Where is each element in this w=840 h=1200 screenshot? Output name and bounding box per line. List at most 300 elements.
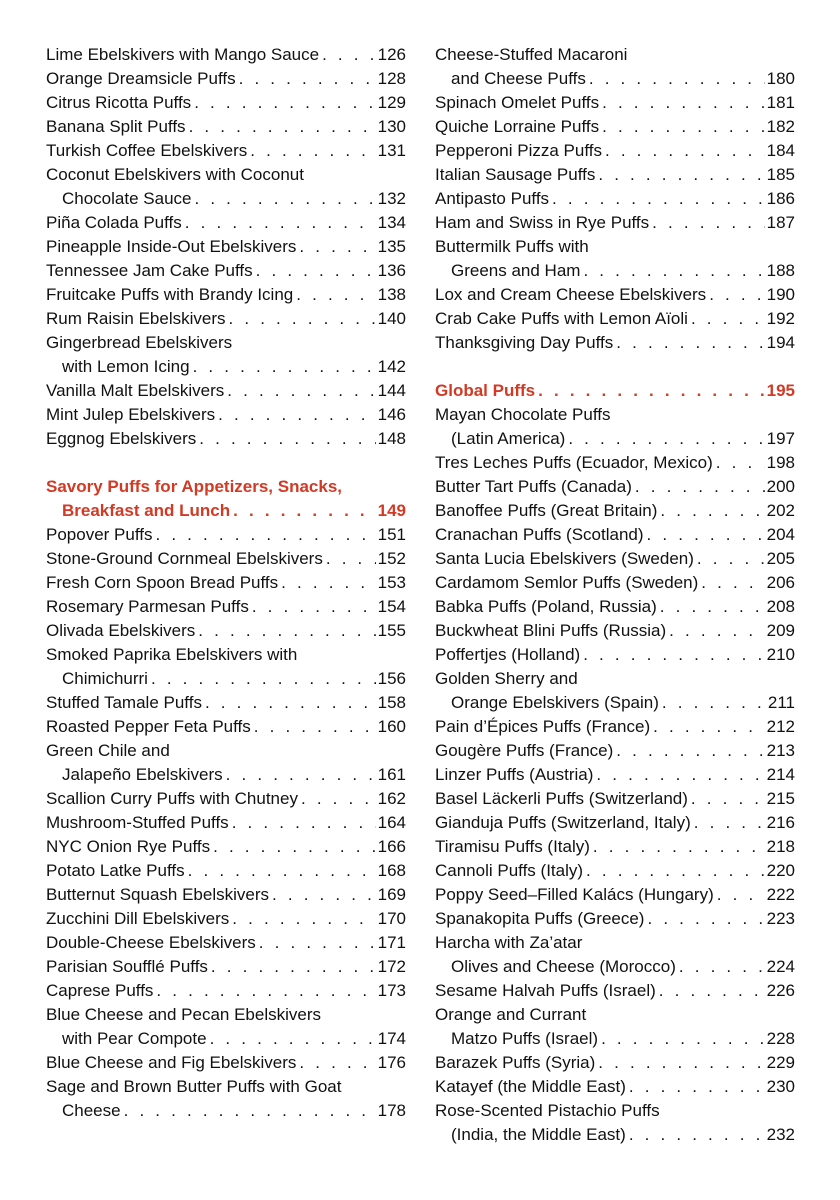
page-number: 216 xyxy=(766,813,795,832)
toc-entry xyxy=(435,91,795,115)
toc-entry-first-line xyxy=(46,331,406,355)
toc-entry xyxy=(46,619,406,643)
toc-entry-continuation xyxy=(46,667,406,691)
entry-title: Lox and Cream Cheese Ebelskivers xyxy=(435,285,707,304)
dot-leader xyxy=(236,67,376,91)
page-number: 176 xyxy=(377,1053,406,1072)
entry-title: Popover Puffs xyxy=(46,525,153,544)
page-number: 218 xyxy=(766,837,795,856)
dot-leader xyxy=(580,643,764,667)
page-number: 187 xyxy=(766,213,795,232)
page-number: 158 xyxy=(377,693,406,712)
toc-entry xyxy=(46,883,406,907)
toc-entry-first-line xyxy=(435,1003,795,1027)
dot-leader xyxy=(215,403,376,427)
toc-entry-continuation xyxy=(46,763,406,787)
page-number: 169 xyxy=(377,885,406,904)
page-number: 164 xyxy=(377,813,406,832)
page-number: 220 xyxy=(766,861,795,880)
entry-title: Santa Lucia Ebelskivers (Sweden) xyxy=(435,549,694,568)
toc-entry xyxy=(46,547,406,571)
page-number: 178 xyxy=(377,1101,406,1120)
dot-leader xyxy=(182,211,376,235)
page-number: 181 xyxy=(766,93,795,112)
page-number: 188 xyxy=(766,261,795,280)
toc-entry xyxy=(46,379,406,403)
dot-leader xyxy=(191,91,375,115)
page-number: 198 xyxy=(766,453,795,472)
dot-leader xyxy=(185,859,376,883)
dot-leader xyxy=(599,91,765,115)
entry-title: Tennessee Jam Cake Puffs xyxy=(46,261,253,280)
page-number: 184 xyxy=(766,141,795,160)
dot-leader xyxy=(659,691,766,715)
toc-entry xyxy=(435,211,795,235)
page-number: 209 xyxy=(766,621,795,640)
entry-title: Olives and Cheese (Morocco) xyxy=(451,957,676,976)
page-number: 230 xyxy=(766,1077,795,1096)
entry-title: Vanilla Malt Ebelskivers xyxy=(46,381,225,400)
toc-entry xyxy=(435,499,795,523)
toc-entry xyxy=(46,139,406,163)
entry-title: Citrus Ricotta Puffs xyxy=(46,93,192,112)
toc-entry-continuation xyxy=(435,691,795,715)
page-number: 140 xyxy=(377,309,406,328)
entry-title: Harcha with Za’atar xyxy=(435,933,583,952)
dot-leader xyxy=(223,763,376,787)
toc-entry xyxy=(435,979,795,1003)
entry-title: Zucchini Dill Ebelskivers xyxy=(46,909,230,928)
entry-title: and Cheese Puffs xyxy=(451,69,586,88)
entry-title: Barazek Puffs (Syria) xyxy=(435,1053,596,1072)
entry-title: Gianduja Puffs (Switzerland, Italy) xyxy=(435,813,691,832)
page-number: 170 xyxy=(377,909,406,928)
entry-title: Blue Cheese and Pecan Ebelskivers xyxy=(46,1005,321,1024)
page-number: 226 xyxy=(766,981,795,1000)
entry-title: Cranachan Puffs (Scotland) xyxy=(435,525,644,544)
toc-entry-continuation xyxy=(46,355,406,379)
entry-title: Pepperoni Pizza Puffs xyxy=(435,141,602,160)
toc-entry xyxy=(46,715,406,739)
page-number: 155 xyxy=(377,621,406,640)
page-number: 206 xyxy=(766,573,795,592)
toc-entry xyxy=(435,715,795,739)
entry-title: Savory Puffs for Appetizers, Snacks, xyxy=(46,477,343,496)
toc-entry-continuation xyxy=(435,1123,795,1147)
page-number: 153 xyxy=(377,573,406,592)
entry-title: NYC Onion Rye Puffs xyxy=(46,837,211,856)
entry-title: Stuffed Tamale Puffs xyxy=(46,693,202,712)
entry-title: Jalapeño Ebelskivers xyxy=(62,765,223,784)
entry-title: Butternut Squash Ebelskivers xyxy=(46,885,270,904)
toc-entry-first-line xyxy=(46,739,406,763)
page-number: 146 xyxy=(377,405,406,424)
page-number: 204 xyxy=(766,525,795,544)
dot-leader xyxy=(649,211,764,235)
entry-title: Double-Cheese Ebelskivers xyxy=(46,933,256,952)
toc-entry xyxy=(435,115,795,139)
toc-entry xyxy=(46,595,406,619)
toc-entry xyxy=(46,211,406,235)
page-number: 130 xyxy=(377,117,406,136)
dot-leader xyxy=(207,1027,376,1051)
entry-title: Mushroom-Stuffed Puffs xyxy=(46,813,229,832)
page-number: 171 xyxy=(377,933,406,952)
page-number: 128 xyxy=(377,69,406,88)
page-number: 166 xyxy=(377,837,406,856)
page-number: 214 xyxy=(766,765,795,784)
entry-title: Scallion Curry Puffs with Chutney xyxy=(46,789,298,808)
entry-title: Mint Julep Ebelskivers xyxy=(46,405,216,424)
entry-title: Potato Latke Puffs xyxy=(46,861,185,880)
dot-leader xyxy=(595,1051,764,1075)
dot-leader xyxy=(694,547,765,571)
entry-title: Basel Läckerli Puffs (Switzerland) xyxy=(435,789,688,808)
entry-title: Tres Leches Puffs (Ecuador, Mexico) xyxy=(435,453,713,472)
entry-title: Cardamom Semlor Puffs (Sweden) xyxy=(435,573,699,592)
page-number: 208 xyxy=(766,597,795,616)
dot-leader xyxy=(269,883,376,907)
entry-title: Green Chile and xyxy=(46,741,170,760)
entry-title: Chimichurri xyxy=(62,669,148,688)
page-number: 180 xyxy=(766,69,795,88)
toc-entry xyxy=(46,235,406,259)
toc-entry xyxy=(435,523,795,547)
page-number: 222 xyxy=(766,885,795,904)
dot-leader xyxy=(224,379,375,403)
dot-leader xyxy=(599,115,765,139)
dot-leader xyxy=(644,523,765,547)
entry-title: Piña Colada Puffs xyxy=(46,213,182,232)
entry-title: Gougère Puffs (France) xyxy=(435,741,614,760)
dot-leader xyxy=(595,163,764,187)
dot-leader xyxy=(688,307,765,331)
entry-title: Orange and Currant xyxy=(435,1005,587,1024)
entry-title: Mayan Chocolate Puffs xyxy=(435,405,611,424)
dot-leader xyxy=(208,955,376,979)
toc-entry-first-line xyxy=(46,643,406,667)
page-number: 161 xyxy=(377,765,406,784)
dot-leader xyxy=(657,595,765,619)
toc-left-column xyxy=(46,43,406,1123)
dot-leader xyxy=(698,571,764,595)
page-number: 174 xyxy=(377,1029,406,1048)
dot-leader xyxy=(278,571,375,595)
entry-title: Spanakopita Puffs (Greece) xyxy=(435,909,645,928)
toc-entry-first-line xyxy=(46,1003,406,1027)
toc-entry xyxy=(435,283,795,307)
dot-leader xyxy=(632,475,765,499)
toc-entry-continuation xyxy=(435,955,795,979)
entry-title: Katayef (the Middle East) xyxy=(435,1077,626,1096)
dot-leader xyxy=(323,547,376,571)
entry-title: Banana Split Puffs xyxy=(46,117,186,136)
dot-leader xyxy=(296,235,375,259)
entry-title: Tiramisu Puffs (Italy) xyxy=(435,837,590,856)
entry-title: Buckwheat Blini Puffs (Russia) xyxy=(435,621,667,640)
dot-leader xyxy=(196,427,375,451)
dot-leader xyxy=(549,187,765,211)
page-number: 197 xyxy=(766,429,795,448)
toc-entry-first-line xyxy=(435,1099,795,1123)
toc-entry-first-line xyxy=(46,163,406,187)
entry-title: Quiche Lorraine Puffs xyxy=(435,117,600,136)
toc-entry xyxy=(435,163,795,187)
entry-title: (India, the Middle East) xyxy=(451,1125,626,1144)
page-number: 224 xyxy=(766,957,795,976)
page-number: 211 xyxy=(767,693,795,712)
page-number: 152 xyxy=(377,549,406,568)
entry-title: Sage and Brown Butter Puffs with Goat xyxy=(46,1077,342,1096)
page-number: 223 xyxy=(766,909,795,928)
page-number: 228 xyxy=(766,1029,795,1048)
entry-title: Coconut Ebelskivers with Coconut xyxy=(46,165,304,184)
toc-entry xyxy=(435,643,795,667)
toc-entry-continuation xyxy=(435,67,795,91)
dot-leader xyxy=(586,67,765,91)
entry-title: Babka Puffs (Poland, Russia) xyxy=(435,597,657,616)
page-number: 142 xyxy=(377,357,406,376)
toc-entry xyxy=(46,931,406,955)
page-number: 168 xyxy=(377,861,406,880)
page-number: 172 xyxy=(377,957,406,976)
section-heading xyxy=(435,379,795,403)
dot-leader xyxy=(590,835,765,859)
dot-leader xyxy=(195,619,375,643)
dot-leader xyxy=(613,739,764,763)
page-number: 131 xyxy=(377,141,406,160)
page-number: 205 xyxy=(766,549,795,568)
section-spacer xyxy=(435,355,795,379)
dot-leader xyxy=(210,835,376,859)
toc-entry xyxy=(435,139,795,163)
toc-entry xyxy=(46,523,406,547)
dot-leader xyxy=(688,787,765,811)
entry-title: Rose-Scented Pistachio Puffs xyxy=(435,1101,660,1120)
dot-leader xyxy=(249,595,376,619)
dot-leader xyxy=(319,43,376,67)
toc-entry xyxy=(46,307,406,331)
dot-leader xyxy=(602,139,765,163)
toc-entry xyxy=(46,115,406,139)
page-number: 151 xyxy=(377,525,406,544)
entry-title: Olivada Ebelskivers xyxy=(46,621,196,640)
toc-entry xyxy=(46,955,406,979)
dot-leader xyxy=(253,259,376,283)
dot-leader xyxy=(229,907,375,931)
dot-leader xyxy=(714,883,765,907)
entry-title: Pineapple Inside-Out Ebelskivers xyxy=(46,237,297,256)
dot-leader xyxy=(152,523,375,547)
toc-entry xyxy=(46,907,406,931)
dot-leader xyxy=(580,259,764,283)
entry-title: Ham and Swiss in Rye Puffs xyxy=(435,213,650,232)
entry-title: Caprese Puffs xyxy=(46,981,154,1000)
section-spacer xyxy=(46,451,406,475)
toc-entry xyxy=(46,571,406,595)
toc-entry xyxy=(435,595,795,619)
toc-entry xyxy=(46,859,406,883)
page-number: 129 xyxy=(377,93,406,112)
toc-entry-first-line xyxy=(435,403,795,427)
toc-entry-first-line xyxy=(435,43,795,67)
toc-entry xyxy=(46,787,406,811)
toc-entry xyxy=(46,67,406,91)
entry-title: with Lemon Icing xyxy=(62,357,190,376)
dot-leader xyxy=(251,715,376,739)
page-number: 190 xyxy=(766,285,795,304)
entry-title: Orange Ebelskivers (Spain) xyxy=(451,693,659,712)
page-number: 136 xyxy=(377,261,406,280)
page-number: 186 xyxy=(766,189,795,208)
entry-title: Roasted Pepper Feta Puffs xyxy=(46,717,251,736)
toc-entry-continuation xyxy=(435,427,795,451)
dot-leader xyxy=(583,859,765,883)
dot-leader xyxy=(565,427,764,451)
toc-entry xyxy=(435,763,795,787)
page-number: 210 xyxy=(766,645,795,664)
page-number: 144 xyxy=(377,381,406,400)
entry-title: Fresh Corn Spoon Bread Puffs xyxy=(46,573,279,592)
page-number: 212 xyxy=(766,717,795,736)
toc-entry-first-line xyxy=(435,235,795,259)
entry-title: Gingerbread Ebelskivers xyxy=(46,333,233,352)
section-heading xyxy=(46,475,406,499)
toc-entry xyxy=(46,283,406,307)
dot-leader xyxy=(613,331,764,355)
dot-leader xyxy=(191,187,375,211)
page-number: 185 xyxy=(766,165,795,184)
toc-right-column xyxy=(435,43,795,1147)
dot-leader xyxy=(148,667,376,691)
dot-leader xyxy=(650,715,765,739)
page-number: 173 xyxy=(377,981,406,1000)
toc-entry xyxy=(435,739,795,763)
page-number: 215 xyxy=(766,789,795,808)
page-number: 149 xyxy=(377,501,406,520)
dot-leader xyxy=(598,1027,765,1051)
entry-title: Buttermilk Puffs with xyxy=(435,237,589,256)
dot-leader xyxy=(190,355,376,379)
toc-entry-first-line xyxy=(435,667,795,691)
entry-title: Cheese-Stuffed Macaroni xyxy=(435,45,628,64)
page-number: 182 xyxy=(766,117,795,136)
entry-title: Orange Dreamsicle Puffs xyxy=(46,69,236,88)
dot-leader xyxy=(226,307,376,331)
toc-entry-continuation xyxy=(46,1099,406,1123)
dot-leader xyxy=(644,907,764,931)
page-number: 148 xyxy=(377,429,406,448)
dot-leader xyxy=(713,451,765,475)
toc-entry xyxy=(435,187,795,211)
page-number: 135 xyxy=(377,237,406,256)
entry-title: Parisian Soufflé Puffs xyxy=(46,957,208,976)
dot-leader xyxy=(202,691,376,715)
entry-title: Greens and Ham xyxy=(451,261,581,280)
toc-entry xyxy=(435,1051,795,1075)
page-number: 156 xyxy=(377,669,406,688)
page-number: 232 xyxy=(766,1125,795,1144)
entry-title: Stone-Ground Cornmeal Ebelskivers xyxy=(46,549,323,568)
page-number: 195 xyxy=(766,381,795,400)
entry-title: Poppy Seed–Filled Kalács (Hungary) xyxy=(435,885,714,904)
entry-title: Turkish Coffee Ebelskivers xyxy=(46,141,248,160)
entry-title: Banoffee Puffs (Great Britain) xyxy=(435,501,658,520)
toc-entry-first-line xyxy=(435,931,795,955)
page-number: 213 xyxy=(766,741,795,760)
dot-leader xyxy=(153,979,375,1003)
dot-leader xyxy=(121,1099,376,1123)
toc-entry xyxy=(435,883,795,907)
dot-leader xyxy=(666,619,764,643)
entry-title: Blue Cheese and Fig Ebelskivers xyxy=(46,1053,297,1072)
entry-title: Eggnog Ebelskivers xyxy=(46,429,197,448)
toc-entry xyxy=(46,811,406,835)
dot-leader xyxy=(676,955,765,979)
entry-title: Thanksgiving Day Puffs xyxy=(435,333,614,352)
entry-title: Spinach Omelet Puffs xyxy=(435,93,600,112)
toc-entry xyxy=(435,331,795,355)
entry-title: Golden Sherry and xyxy=(435,669,578,688)
section-heading xyxy=(46,499,406,523)
toc-entry xyxy=(435,859,795,883)
toc-entry xyxy=(46,91,406,115)
page-number: 200 xyxy=(766,477,795,496)
toc-entry xyxy=(435,307,795,331)
toc-entry xyxy=(46,979,406,1003)
dot-leader xyxy=(706,283,764,307)
entry-title: Smoked Paprika Ebelskivers with xyxy=(46,645,298,664)
dot-leader xyxy=(298,787,376,811)
toc-entry xyxy=(435,571,795,595)
entry-title: Poffertjes (Holland) xyxy=(435,645,581,664)
entry-title: Italian Sausage Puffs xyxy=(435,165,596,184)
dot-leader xyxy=(293,283,375,307)
entry-title: Pain d’Épices Puffs (France) xyxy=(435,717,651,736)
dot-leader xyxy=(657,499,764,523)
toc-entry xyxy=(46,427,406,451)
toc-entry-first-line xyxy=(46,1075,406,1099)
entry-title: Rosemary Parmesan Puffs xyxy=(46,597,249,616)
toc-entry-continuation xyxy=(46,187,406,211)
toc-entry xyxy=(435,787,795,811)
toc-entry xyxy=(46,1051,406,1075)
toc-entry xyxy=(435,811,795,835)
entry-title: Sesame Halvah Puffs (Israel) xyxy=(435,981,656,1000)
dot-leader xyxy=(230,499,375,523)
entry-title: Antipasto Puffs xyxy=(435,189,550,208)
entry-title: Cheese xyxy=(62,1101,121,1120)
entry-title: Butter Tart Puffs (Canada) xyxy=(435,477,632,496)
dot-leader xyxy=(256,931,376,955)
page-number: 202 xyxy=(766,501,795,520)
dot-leader xyxy=(296,1051,375,1075)
entry-title: with Pear Compote xyxy=(62,1029,207,1048)
dot-leader xyxy=(229,811,376,835)
toc-entry xyxy=(46,403,406,427)
page-number: 194 xyxy=(766,333,795,352)
toc-entry-continuation xyxy=(435,259,795,283)
dot-leader xyxy=(691,811,765,835)
entry-title: Crab Cake Puffs with Lemon Aïoli xyxy=(435,309,688,328)
toc-entry xyxy=(435,547,795,571)
page-number: 134 xyxy=(377,213,406,232)
toc-entry xyxy=(46,691,406,715)
toc-entry xyxy=(435,1075,795,1099)
entry-title: Cannoli Puffs (Italy) xyxy=(435,861,584,880)
entry-title: Fruitcake Puffs with Brandy Icing xyxy=(46,285,294,304)
dot-leader xyxy=(656,979,765,1003)
